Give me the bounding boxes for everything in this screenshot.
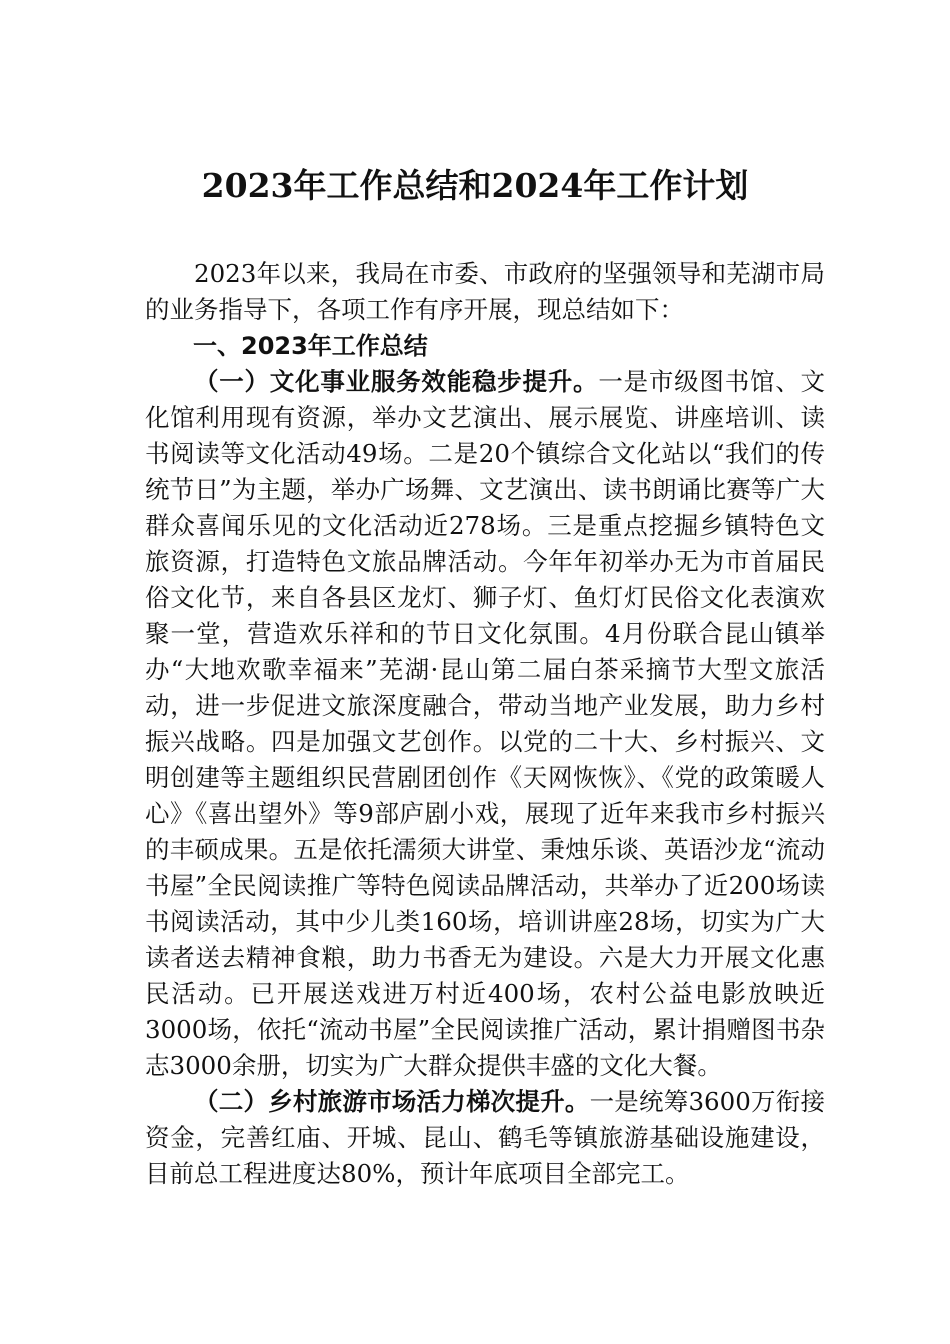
subheading-cultural-services: （一）文化事业服务效能稳步提升。 xyxy=(194,367,599,396)
document-body xyxy=(145,256,825,1192)
section-heading-summary: 一、2023年工作总结 xyxy=(193,332,428,360)
intro-paragraph: 2023年以来，我局在市委、市政府的坚强领导和芜湖市局的业务指导下，各项工作有序开展，现总结如下： xyxy=(145,259,825,324)
paragraph-rural-tourism xyxy=(145,1084,825,1192)
paragraph-rural-tourism-body: 一是统筹3600万衔接资金，完善红庙、开城、昆山、鹤毛等镇旅游基础设施建设，目前总工程进度达80%，预计年底项目全部完工。 xyxy=(145,1087,825,1188)
paragraph-cultural-services-body: 一是市级图书馆、文化馆利用现有资源，举办文艺演出、展示展览、讲座培训、读书阅读等文化活动49场。二是20个镇综合文化站以“我们的传统节日”为主题，举办广场舞、文艺演出、读书朗诵比赛等广大群众喜闻乐见的文化活动近278场。三是重点挖掘乡镇特色文旅资源，打造特色文旅品牌活动。今年年初举办无为市首届民俗文化节，来自各县区龙灯、狮子灯、鱼灯灯民俗文化表演欢聚一堂，营造欢乐祥和的节日文化氛围。4月份联合昆山镇举办“大地欢歌幸福来”芜湖·昆山第二届白茶采摘节大型文旅活动，进一步促进文旅深度融合，带动当地产业发展，助力乡村振兴战略。四是加强文艺创作。以党的二十大、乡村振兴、文明创建等主题组织民营剧团创作《天网恢恢》、《党的政策暖人心》《喜出望外》等9部庐剧小戏，展现了近年来我市乡村振兴的丰硕成果。五是依托濡须大讲堂、秉烛乐谈、英语沙龙“流动书屋”全民阅读推广等特色阅读品牌活动，共举办了近200场读书阅读活动，其中少儿类160场，培训讲座28场，切实为广大读者送去精神食粮，助力书香无为建设。六是大力开展文化惠民活动。已开展送戏进万村近400场，农村公益电影放映近3000场，依托“流动书屋”全民阅读推广活动，累计捐赠图书杂志3000余册，切实为广大群众提供丰盛的文化大餐。 xyxy=(145,367,826,1080)
document-title: 2023年工作总结和2024年工作计划 xyxy=(201,166,749,205)
paragraph-cultural-services xyxy=(145,364,825,1084)
subheading-rural-tourism: （二）乡村旅游市场活力梯次提升。 xyxy=(194,1087,590,1116)
